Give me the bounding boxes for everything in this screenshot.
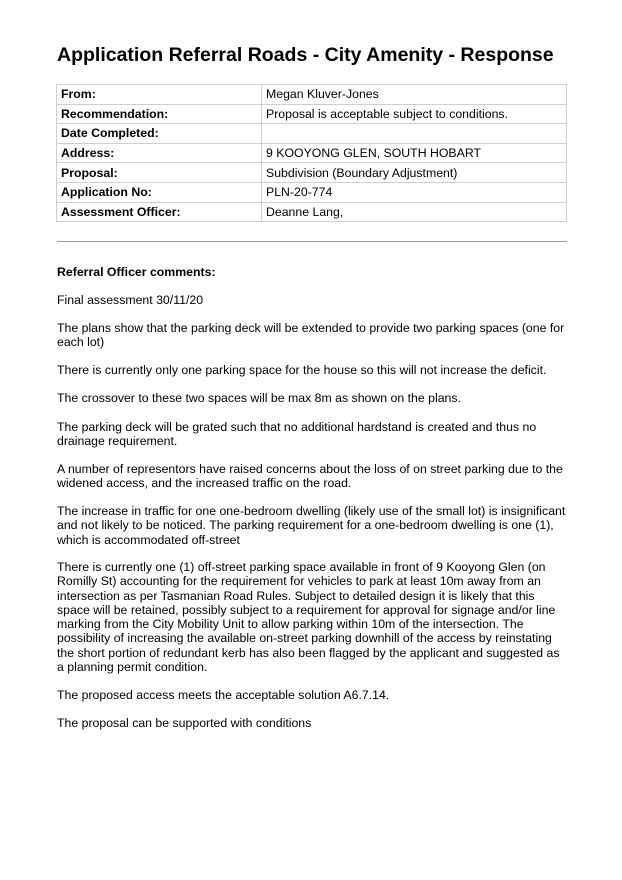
details-value: PLN-20-774 (262, 182, 567, 202)
comment-paragraph: The increase in traffic for one one-bedroom dwelling (likely use of the small lot) is insignificant and not likely to be noticed. The parking requirement for a one-bedroom dwelling is one (1), which is accommodated off-street (57, 504, 566, 547)
details-value: Deanne Lang, (262, 202, 567, 222)
details-label: Recommendation: (57, 104, 262, 124)
comment-paragraph: The crossover to these two spaces will be max 8m as shown on the plans. (57, 391, 461, 405)
details-row-date-completed (57, 124, 567, 144)
comment-paragraph: The proposed access meets the acceptable solution A6.7.14. (57, 688, 390, 702)
details-row-recommendation (57, 104, 567, 124)
details-table (56, 84, 567, 222)
comment-paragraph: The plans show that the parking deck will be extended to provide two parking spaces (one for each lot) (57, 321, 565, 350)
details-label: Proposal: (57, 163, 262, 183)
details-label: From: (57, 85, 262, 105)
details-label: Assessment Officer: (57, 202, 262, 222)
comment-paragraph: There is currently only one parking space for the house so this will not increase the deficit. (57, 363, 547, 377)
details-value: 9 KOOYONG GLEN, SOUTH HOBART (262, 143, 567, 163)
details-value: Megan Kluver-Jones (262, 85, 567, 105)
details-row-application-no (57, 182, 567, 202)
details-value: Proposal is acceptable subject to conditions. (262, 104, 567, 124)
details-row-from (57, 85, 567, 105)
comment-paragraph: The parking deck will be grated such that no additional hardstand is created and thus no drainage requirement. (57, 420, 537, 449)
details-row-address (57, 143, 567, 163)
details-label: Date Completed: (57, 124, 262, 144)
details-label: Address: (57, 143, 262, 163)
document-title: Application Referral Roads - City Amenity - Response (57, 44, 554, 66)
comment-paragraph: A number of representors have raised concerns about the loss of on street parking due to the widened access, and the increased traffic on the road. (57, 462, 563, 491)
section-divider (57, 241, 567, 242)
comment-paragraph: There is currently one (1) off-street parking space available in front of 9 Kooyong Glen (on Romilly St) accounting for the requirement for vehicles to park at least 10m away from an intersection as per Tasmanian Road Rules. Subject to detailed design it is likely that this space will be retained, possibly subject to a requirement for approval for signage and/or line marking from the City Mobility Unit to allow parking within 10m of the intersection. The possibility of increasing the available on-street parking downhill of the access by reinstating the short portion of redundant kerb has also been flagged by the applicant and suggested as a planning permit condition. (57, 560, 560, 675)
details-row-assessment-officer (57, 202, 567, 222)
details-value (262, 124, 567, 144)
comment-paragraph: The proposal can be supported with conditions (57, 716, 312, 730)
details-label: Application No: (57, 182, 262, 202)
comment-paragraph: Final assessment 30/11/20 (57, 293, 204, 307)
comments-heading: Referral Officer comments: (57, 265, 216, 279)
details-value: Subdivision (Boundary Adjustment) (262, 163, 567, 183)
details-row-proposal (57, 163, 567, 183)
